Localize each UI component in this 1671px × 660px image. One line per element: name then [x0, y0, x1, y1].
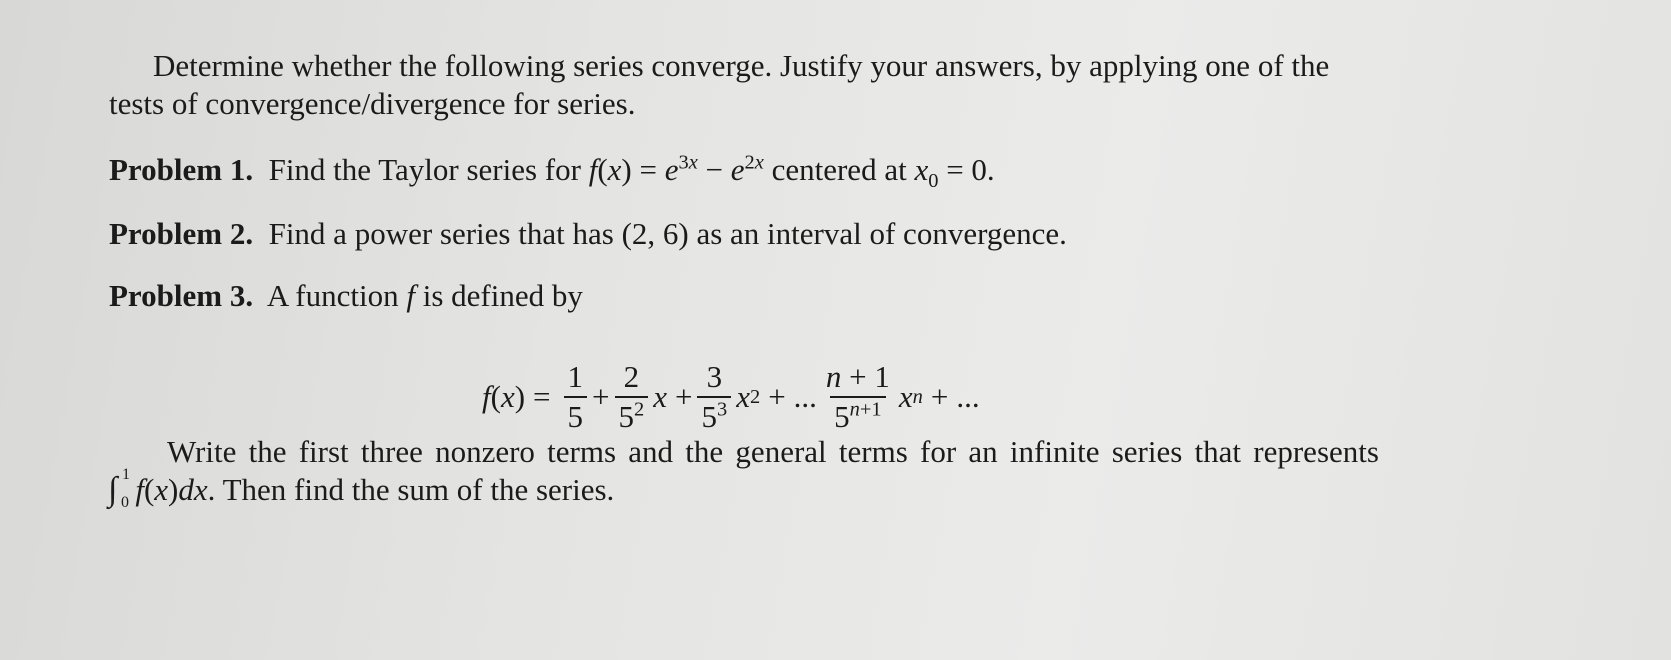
problem-3-var: f: [406, 278, 415, 313]
intro-line-2: tests of convergence/divergence for series.: [109, 86, 636, 121]
problem-3-text-after: is defined by: [422, 278, 583, 313]
problem-3-write-line-2-text: . Then find the sum of the series.: [207, 472, 615, 507]
problem-1: [109, 151, 995, 193]
problem-2-interval: (2, 6): [621, 216, 689, 251]
series-equation: f ( x ) = $\frac{1}{5}$ + $\frac{2}{5^2}$ x + $\frac{3}{5^3}$ x 2 + ... $\frac{n + 1}{5^{n+1}}$ x n + ...: [482, 359, 980, 434]
problem-3-write-line-1: Write the first three nonzero terms and the general terms for an infinite series that represents: [167, 434, 1379, 469]
intro-line-1: Determine whether the following series converge. Justify your answers, by applying one of the: [153, 48, 1330, 83]
problem-2: [109, 216, 1067, 252]
problem-3-write-line-2: ∫ 1 0 f(x)dx. Then find the sum of the series.: [108, 466, 615, 511]
problem-1-formula: $f(x) = e^{3x} - e^{2x}$: [588, 151, 764, 187]
problem-1-text-middle: centered at: [771, 152, 907, 187]
problem-3-label: Problem 3.: [109, 278, 254, 313]
problem-1-label: Problem 1.: [109, 152, 254, 187]
problem-2-text-after: as an interval of convergence.: [696, 216, 1067, 251]
problem-2-text: Find a power series that has: [268, 216, 614, 251]
problem-2-label: Problem 2.: [109, 216, 254, 251]
problem-3: [109, 278, 583, 314]
problem-3-text: A function: [266, 278, 399, 313]
problem-1-text: Find the Taylor series for: [268, 152, 581, 187]
integral-expression: ∫ 1 0: [108, 466, 130, 511]
problem-1-center: $x_0 = 0$.: [914, 152, 995, 193]
